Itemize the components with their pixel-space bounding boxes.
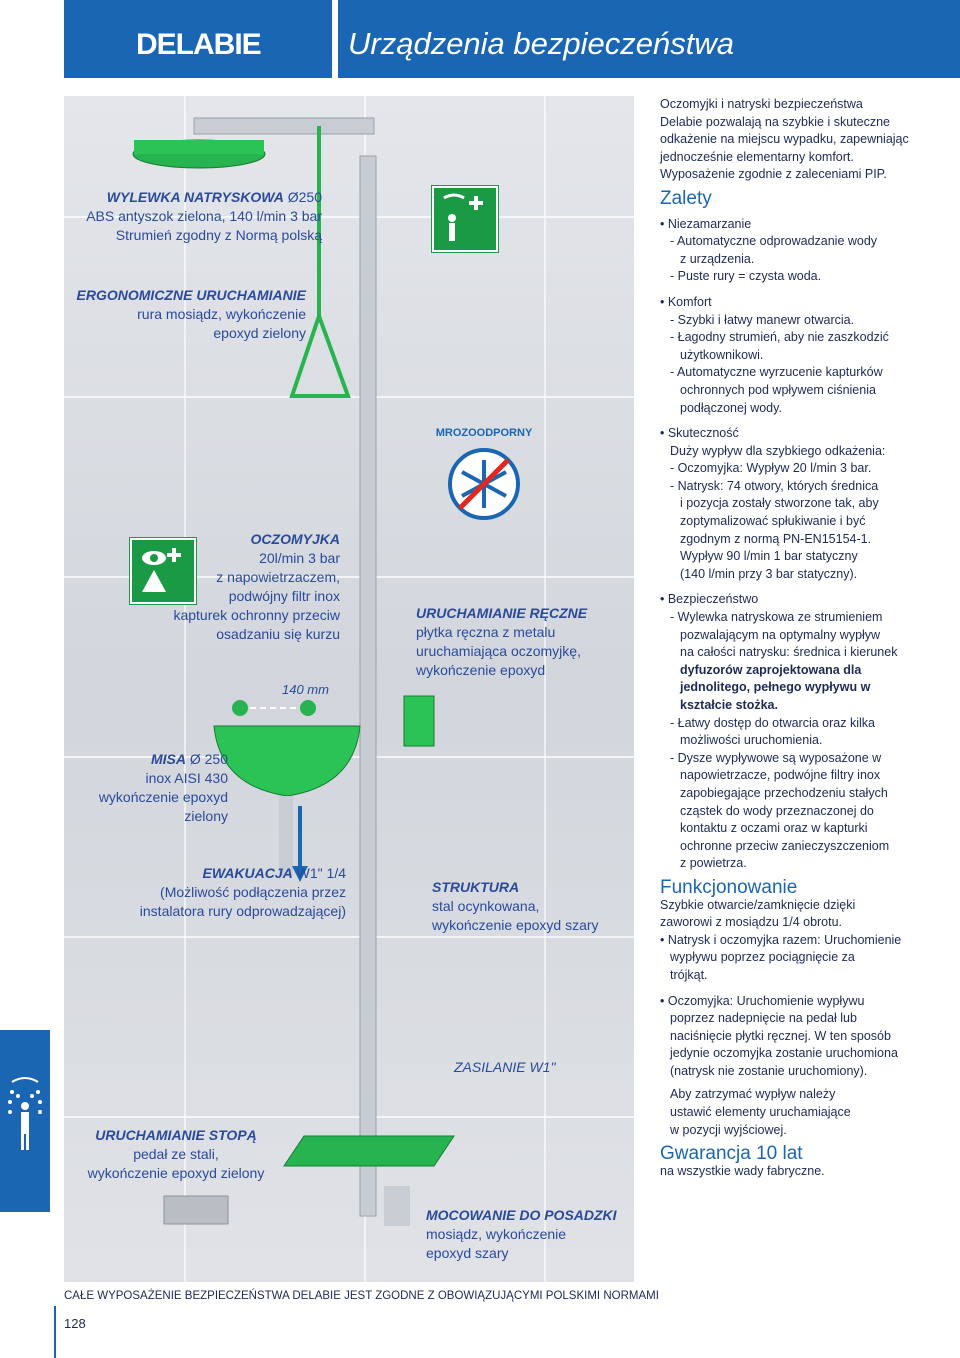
wylewka-line3: Strumień zgodny z Normą polską <box>115 227 322 243</box>
funkc-line3: • Natrysk i oczomyjka razem: Uruchomienie <box>660 932 902 947</box>
oczomyjka-line3: z napowietrzaczem, <box>216 569 340 585</box>
description-column <box>660 96 950 1180</box>
safety-shower-sign-icon <box>432 186 498 252</box>
mocowanie-line2: mosiądz, wykończenie <box>426 1226 567 1242</box>
oczomyjka-line2: 20l/min 3 bar <box>259 550 340 566</box>
b4-line10: napowietrzacze, podwójne filtry inox <box>680 768 881 783</box>
b2-line3: użytkownikowi. <box>680 347 764 362</box>
intro-line5: Wyposażenie zgodnie z zaleceniami PIP. <box>660 167 887 182</box>
b4-line15: z powietrza. <box>680 856 747 871</box>
b2-line5: ochronnych pod wpływem ciśnienia <box>680 382 876 397</box>
funkc-line9: jedynie oczomyjka zostanie uruchomiona <box>670 1046 898 1061</box>
ewakuacja-line2: (Możliwość podłączenia przez <box>160 884 346 900</box>
b3-line8: (140 l/min przy 3 bar statyczny). <box>680 566 858 581</box>
intro-line3: odkażenie na miejscu wypadku, zapewniając <box>660 132 909 147</box>
reczne-line3: uruchamiająca oczomyjkę, <box>416 643 581 659</box>
misa-line4: zielony <box>184 808 228 824</box>
stopa-label <box>66 1126 286 1183</box>
oczomyjka-line5: kapturek ochronny przeciw <box>173 607 340 623</box>
page-bar <box>54 1306 56 1358</box>
oczomyjka-label <box>130 530 340 644</box>
b4-line13: kontaktu z oczami oraz w kapturki <box>680 821 868 836</box>
wylewka-size: Ø250 <box>283 189 322 205</box>
side-shower-box <box>0 1030 50 1212</box>
b2-line1: - Szybki i łatwy manewr otwarcia. <box>670 312 855 327</box>
stopa-title: URUCHAMIANIE STOPĄ <box>95 1127 257 1143</box>
intro-line2: Delabie pozwalają na szybkie i skuteczne <box>660 114 890 129</box>
reczne-line2: płytka ręczna z metalu <box>416 624 556 640</box>
footer-note: CAŁE WYPOSAŻENIE BEZPIECZEŃSTWA DELABIE JEST ZGODNE Z OBOWIĄZUJĄCYMI POLSKIMI NORMAMI <box>64 1290 659 1302</box>
b3-line2: - Oczomyjka: Wypływ 20 l/min 3 bar. <box>670 461 872 476</box>
funkc-line6: • Oczomyjka: Uruchomienie wypływu <box>660 993 865 1008</box>
ergo-title: ERGONOMICZNE URUCHAMIANIE <box>76 287 306 303</box>
brand-logo: DELABIE <box>136 28 261 61</box>
b1-line3: - Puste rury = czysta woda. <box>670 269 822 284</box>
ewakuacja-line3: instalatora rury odprowadzającej) <box>139 903 346 919</box>
reczne-title: URUCHAMIANIE RĘCZNE <box>416 605 588 621</box>
funkc-line8: naciśnięcie płytki ręcznej. W ten sposób <box>670 1028 891 1043</box>
b4-line8: możliwości uruchomienia. <box>680 733 823 748</box>
b4-line11: zapobiegające przechodzeniu stałych <box>680 785 888 800</box>
mocowanie-label <box>426 1206 626 1263</box>
ergo-line2: rura mosiądz, wykończenie <box>137 306 306 322</box>
b3-line7: Wypływ 90 l/min 1 bar statyczny <box>680 549 858 564</box>
ewakuacja-size: W1" 1/4 <box>292 865 346 881</box>
b3-line3: - Natrysk: 74 otwory, których średnica <box>670 478 879 493</box>
struktura-label <box>432 878 632 935</box>
struktura-line3: wykończenie epoxyd szary <box>432 917 599 933</box>
b2-line4: - Automatyczne wyrzucenie kapturków <box>670 365 883 380</box>
b2-line2: - Łagodny strumień, aby nie zaszkodzić <box>670 330 889 345</box>
struktura-line2: stal ocynkowana, <box>432 898 540 914</box>
b4-line14: ochronne przeciw zanieczyszczeniom <box>680 838 890 853</box>
funkcjonowanie-heading: Funkcjonowanie <box>660 876 798 898</box>
stopa-line2: pedał ze stali, <box>133 1146 219 1162</box>
oczomyjka-title: OCZOMYJKA <box>250 531 340 547</box>
frost-proof-badge-icon <box>424 406 554 536</box>
oczomyjka-line4: podwójny filtr inox <box>228 588 340 604</box>
misa-line2: inox AISI 430 <box>145 770 228 786</box>
bullet-skutecznosc: • Skuteczność <box>660 426 739 441</box>
shower-drawing <box>64 96 634 1282</box>
ewakuacja-label <box>100 864 346 921</box>
funkc-line7: poprzez nadepnięcie na pedał lub <box>670 1011 857 1026</box>
funkc-line4: wypływu poprzez pociągnięcie za <box>670 950 855 965</box>
intro-line4: jednocześnie elementarny komfort. <box>660 149 854 164</box>
b4-line2: pozwalającym na optymalny wypływ <box>680 627 881 642</box>
intro-line1: Oczomyjki i natryski bezpieczeństwa <box>660 97 863 111</box>
b2-line6: podłączonej wody. <box>680 400 782 415</box>
mocowanie-title: MOCOWANIE DO POSADZKI <box>426 1207 617 1223</box>
b3-line5: zoptymalizować spłukiwanie i być <box>680 514 866 529</box>
dimension-label: 140 mm <box>282 682 329 697</box>
zalety-heading: Zalety <box>660 187 712 209</box>
bullet-bezpieczenstwo: • Bezpieczeństwo <box>660 592 759 607</box>
wylewka-line2: ABS antyszok zielona, 140 l/min 3 bar <box>86 208 322 224</box>
misa-title: MISA <box>150 751 186 767</box>
funkc-line2: zaworowi z mosiądzu 1/4 obrotu. <box>660 915 843 930</box>
gwarancja-text: na wszystkie wady fabryczne. <box>660 1163 825 1178</box>
funkc-line10: (natrysk nie zostanie uruchomiony). <box>670 1063 868 1078</box>
ergo-line3: epoxyd zielony <box>213 325 306 341</box>
shower-person-icon <box>0 1030 50 1212</box>
b3-line6: zgodnym z normą PN-EN15154-1. <box>680 531 872 546</box>
wylewka-label <box>66 188 322 245</box>
stopa-line3: wykończenie epoxyd zielony <box>87 1165 265 1181</box>
b4-line1: - Wylewka natryskowa ze strumieniem <box>670 610 883 625</box>
funkc-line13: w pozycji wyjściowej. <box>670 1122 787 1137</box>
funkc-line5: trójkąt. <box>670 967 708 982</box>
page-number: 128 <box>64 1316 86 1331</box>
product-photo <box>64 96 634 1282</box>
b4-line12: cząstek do wody przeznaczonej do <box>680 803 874 818</box>
b4-line7: - Łatwy dostęp do otwarcia oraz kilka <box>670 715 875 730</box>
misa-label <box>66 750 228 826</box>
page-title: Urządzenia bezpieczeństwa <box>348 26 734 61</box>
struktura-title: STRUKTURA <box>432 879 520 895</box>
reczne-label <box>416 604 626 680</box>
gwarancja-heading: Gwarancja 10 lat <box>660 1143 803 1165</box>
zasilanie-label: ZASILANIE W1" <box>454 1059 556 1075</box>
ergo-label <box>66 286 306 343</box>
b4-line6: kształcie stożka. <box>680 698 778 712</box>
oczomyjka-line6: osadzaniu się kurzu <box>216 626 340 642</box>
funkc-line1: Szybkie otwarcie/zamknięcie dzięki <box>660 897 856 912</box>
funkc-line12: ustawić elementy uruchamiające <box>670 1105 851 1120</box>
ewakuacja-title: EWAKUACJA <box>202 865 293 881</box>
mocowanie-line3: epoxyd szary <box>426 1245 509 1261</box>
bullet-niezamarzanie: • Niezamarzanie <box>660 216 752 231</box>
misa-line3: wykończenie epoxyd <box>98 789 228 805</box>
b4-line3: na całości natrysku: średnica i kierunek <box>680 645 898 660</box>
b4-line5: jednolitego, pełnego wypływu w <box>680 680 871 695</box>
b1-line2: z urządzenia. <box>680 251 755 266</box>
wylewka-title: WYLEWKA NATRYSKOWA <box>106 189 284 205</box>
frost-proof-text: MROZOODPORNY <box>435 427 533 439</box>
b3-line4: i pozycja zostały stworzone tak, aby <box>680 496 879 511</box>
b4-line9: - Dysze wypływowe są wyposażone w <box>670 750 882 765</box>
bullet-komfort: • Komfort <box>660 294 712 309</box>
misa-size: Ø 250 <box>185 751 228 767</box>
b1-line1: - Automatyczne odprowadzanie wody <box>670 234 878 249</box>
b3-line1: Duży wypływ dla szybkiego odkażenia: <box>670 443 886 458</box>
reczne-line4: wykończenie epoxyd <box>416 662 546 678</box>
funkc-line11: Aby zatrzymać wypływ należy <box>670 1087 836 1102</box>
b4-line4: dyfuzorów zaprojektowana dla <box>680 662 862 677</box>
